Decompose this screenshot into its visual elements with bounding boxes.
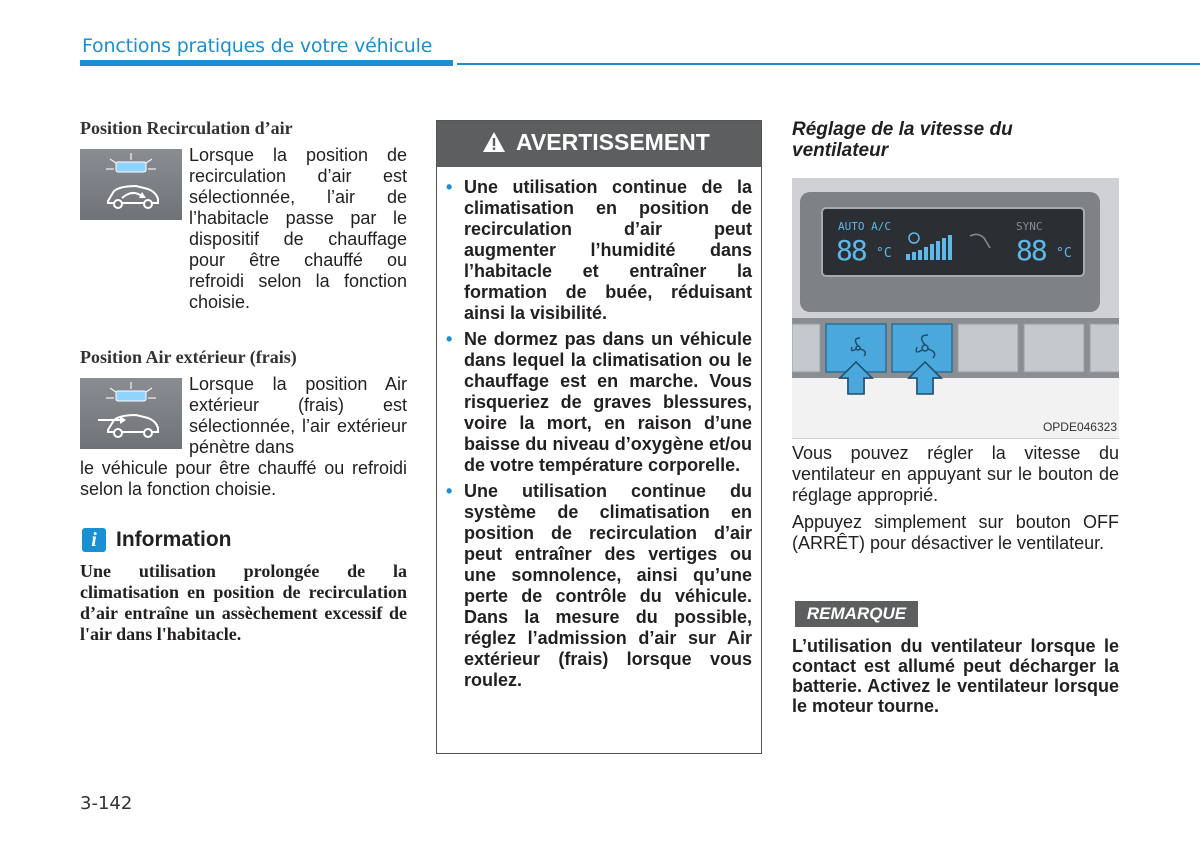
recirculation-mode-icon	[80, 149, 182, 220]
section-title: Fonctions pratiques de votre véhicule	[82, 35, 433, 57]
lcd-auto-label: AUTO A/C	[838, 220, 891, 233]
warning-triangle-icon	[482, 131, 506, 153]
lcd-unit-right: °C	[1056, 246, 1072, 261]
lcd-unit-left: °C	[876, 246, 892, 261]
warning-title: AVERTISSEMENT	[516, 129, 710, 155]
info-icon: i	[82, 528, 106, 552]
bullet-icon: •	[446, 329, 453, 349]
fan-para-1: Vous pouvez régler la vitesse du ventilateur en appuyant sur le bouton de réglage approprié.	[792, 443, 1119, 505]
info-body: Une utilisation prolongée de la climatisation en position de recirculation d’air entraîne un assèchement excessif de l'air dans l'habitacle.	[80, 561, 407, 644]
lcd-temp-right: 88	[1016, 234, 1046, 267]
info-title: Information	[116, 528, 232, 551]
warning-item-text: Ne dormez pas dans un véhicule dans lequel la climatisation ou le chauffage est en marche. Vous risqueriez de graves blessures, voire la mort, en raison d’une baisse du niveau d’oxygène et/ou de votre température corporelle.	[464, 329, 752, 475]
warning-item	[446, 329, 752, 476]
warning-item	[446, 481, 752, 691]
fan-speed-title: Réglage de la vitesse du ventilateur	[792, 119, 1013, 161]
figure-code: OPDE046323	[1042, 420, 1117, 434]
fan-para-2: Appuyez simplement sur bouton OFF (ARRÊT) pour désactiver le ventilateur.	[792, 512, 1119, 553]
remark-label: REMARQUE	[795, 601, 918, 627]
warning-item-text: Une utilisation continue de la climatisation en position de recirculation d’air peut augmenter l’humidité dans l’habitacle et entraîner la formation de buée, réduisant ainsi la visibilité.	[464, 177, 752, 323]
recirc-heading: Position Recirculation d’air	[80, 118, 293, 138]
lcd-temp-left: 88	[836, 234, 866, 267]
header-rule-thick	[80, 60, 453, 66]
page-number: 3-142	[80, 793, 133, 814]
warning-item-text: Une utilisation continue du système de climatisation en position de recirculation d’air peut entraîner des vertiges ou une somnolence, ainsi qu’une perte de contrôle du véhicule. Dans la mesure du possible, réglez l’admission d’air sur Air extérieur (frais) lorsque vous roulez.	[464, 481, 752, 690]
fresh-text-full: le véhicule pour être chauffé ou refroidi selon la fonction choisie.	[80, 458, 407, 499]
fresh-heading: Position Air extérieur (frais)	[80, 347, 297, 367]
lcd-sync-label: SYNC	[1016, 220, 1043, 233]
remark-body: L’utilisation du ventilateur lorsque le contact est allumé peut décharger la batterie. Activez le ventilateur lorsque le moteur tourne.	[792, 636, 1119, 716]
recirc-text: Lorsque la position de recirculation d’air est sélectionnée, l’air de l’habitacle passe par le dispositif de chauffage pour être chauffé ou refroidi selon la fonction choisie.	[189, 145, 407, 312]
header-rule-thin	[457, 63, 1200, 65]
warning-item	[446, 177, 752, 324]
fresh-text-wrap: Lorsque la position Air extérieur (frais) est sélectionnée, l’air extérieur pénètre dans	[189, 374, 407, 457]
climate-panel-figure	[792, 178, 1119, 439]
fresh-air-mode-icon	[80, 378, 182, 449]
bullet-icon: •	[446, 481, 453, 501]
bullet-icon: •	[446, 177, 453, 197]
warning-list	[446, 177, 752, 696]
